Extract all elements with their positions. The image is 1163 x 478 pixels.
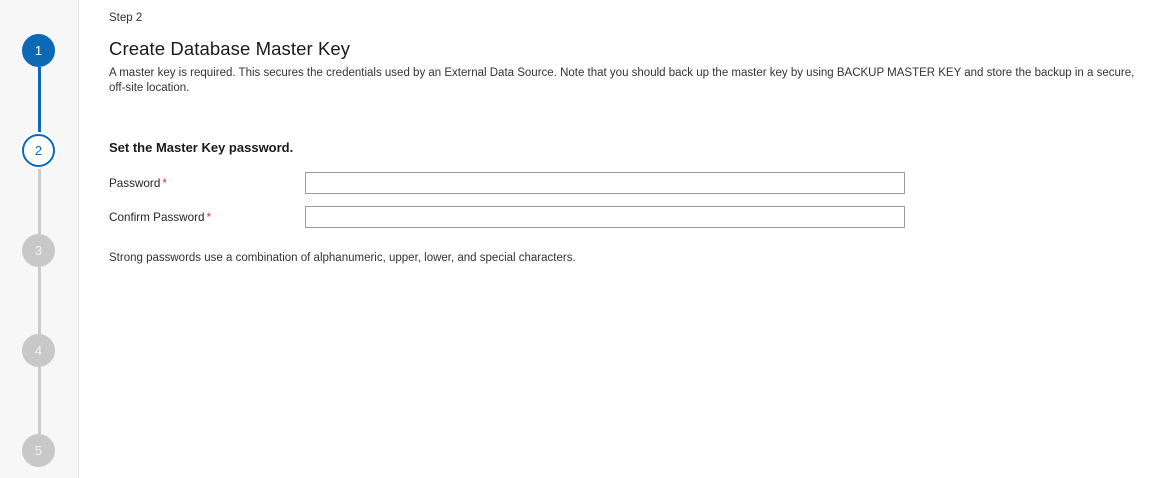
page-description: A master key is required. This secures the credentials used by an External Data Source. Note that you should back up the master key by using BACKUP MASTER KEY and store the backup in a secure, off-site location.: [109, 67, 1135, 94]
sidebar-item-step-3[interactable]: [22, 234, 55, 267]
sidebar-item-step-1[interactable]: [22, 34, 55, 67]
step-3-number: 3: [34, 243, 43, 258]
confirm-password-required-marker: *: [206, 210, 212, 224]
password-required-marker: *: [162, 176, 167, 190]
rail-connector-3-4: [38, 267, 41, 334]
sidebar-item-step-4[interactable]: [22, 334, 55, 367]
confirm-password-label-text: Confirm Password: [109, 210, 205, 224]
sidebar-item-step-5[interactable]: [22, 434, 55, 467]
password-label-text: Password: [109, 176, 161, 190]
step-rail: [0, 0, 79, 478]
password-input[interactable]: [305, 172, 905, 194]
password-strength-hint: Strong passwords use a combination of alphanumeric, upper, lower, and special characters.: [109, 252, 576, 264]
section-title: Set the Master Key password.: [109, 140, 294, 155]
step-indicator-label: Step 2: [109, 12, 143, 24]
confirm-password-label: [109, 211, 305, 224]
password-label: [109, 177, 305, 190]
step-1-number: 1: [34, 43, 43, 58]
rail-connector-1-2: [38, 67, 41, 134]
confirm-password-input[interactable]: [305, 206, 905, 228]
step-2-number: 2: [34, 143, 43, 158]
confirm-password-row: [109, 206, 1147, 228]
rail-connector-4-5: [38, 367, 41, 434]
step-content: [79, 0, 1163, 478]
step-5-number: 5: [34, 443, 43, 458]
password-row: [109, 172, 1147, 194]
step-4-number: 4: [34, 343, 43, 358]
page-title: Create Database Master Key: [109, 38, 351, 59]
master-key-form: [109, 172, 1147, 228]
sidebar-item-step-2[interactable]: [22, 134, 55, 167]
rail-connector-2-3: [38, 167, 41, 234]
